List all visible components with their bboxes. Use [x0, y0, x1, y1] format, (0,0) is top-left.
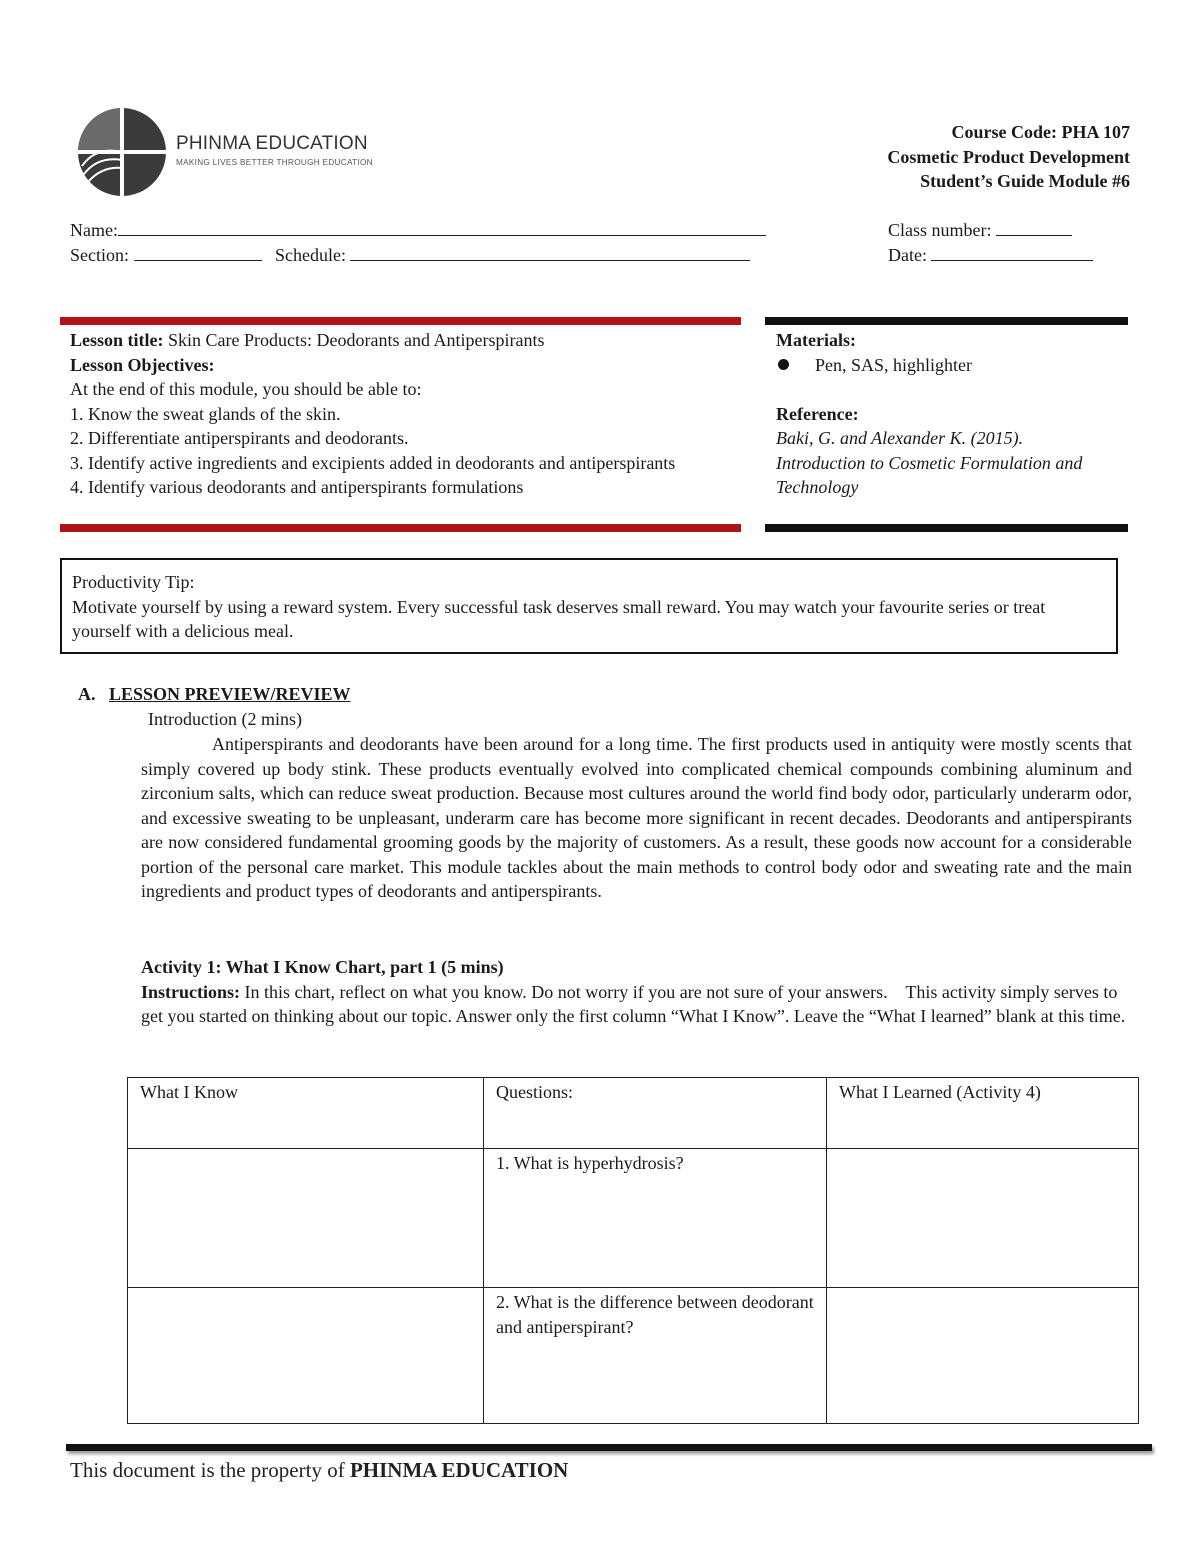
what-i-learned-cell[interactable]	[827, 1288, 1139, 1424]
date-field[interactable]	[931, 244, 1093, 261]
question-cell: 1. What is hyperhydrosis?	[484, 1149, 827, 1288]
activity-title: Activity 1: What I Know Chart, part 1 (5 mins)	[141, 957, 504, 977]
date-row	[888, 243, 1093, 268]
chart-header-row	[128, 1078, 1139, 1149]
tip-title: Productivity Tip:	[72, 572, 195, 592]
chart-row	[128, 1149, 1139, 1288]
materials-block	[776, 328, 1121, 500]
objective-item: 1. Know the sweat glands of the skin.	[70, 403, 341, 424]
tip-text: Motivate yourself by using a reward system. Every successful task deserves small reward. You may watch your favourite series or treat yourself with a delicious meal.	[72, 596, 1046, 641]
course-code: Course Code: PHA 107	[951, 122, 1130, 142]
what-i-know-cell[interactable]	[128, 1288, 484, 1424]
date-label: Date:	[888, 245, 927, 265]
activity-block	[141, 955, 1131, 1029]
introduction-label: Introduction (2 mins)	[148, 709, 302, 729]
materials-item: Pen, SAS, highlighter	[776, 353, 1121, 378]
lesson-top-bar	[60, 317, 741, 325]
what-i-know-cell[interactable]	[128, 1149, 484, 1288]
chart-header: What I Learned (Activity 4)	[827, 1078, 1139, 1149]
objective-item: 2. Differentiate antiperspirants and deodorants.	[70, 428, 409, 448]
class-number-label: Class number:	[888, 220, 992, 240]
class-number-row	[888, 218, 1072, 243]
objectives-heading: Lesson Objectives:	[70, 354, 215, 375]
lesson-title: Lesson title: Skin Care Products: Deodorants and Antiperspirants	[70, 330, 545, 350]
name-row	[70, 218, 766, 243]
chart-row	[128, 1288, 1139, 1424]
what-i-learned-cell[interactable]	[827, 1149, 1139, 1288]
name-label: Name:	[70, 220, 118, 240]
class-number-field[interactable]	[996, 219, 1072, 236]
bullet-icon	[778, 359, 789, 370]
lesson-bottom-bar	[60, 524, 741, 532]
course-info	[887, 120, 1130, 194]
question-cell: 2. What is the difference between deodorant and antiperspirant?	[484, 1288, 827, 1424]
productivity-tip-box	[60, 558, 1118, 654]
schedule-label: Schedule:	[275, 245, 346, 265]
materials-heading: Materials:	[776, 330, 856, 350]
materials-bottom-bar	[765, 524, 1128, 532]
activity-instructions: Instructions: In this chart, reflect on what you know. Do not worry if you are not sure of your answers. This activity simply serves to get you started on thinking about our topic. Answer only the first column “What I Know”. Leave the “What I learned” blank at this time.	[141, 981, 1126, 1026]
module-title: Student’s Guide Module #6	[920, 171, 1130, 191]
objectives-intro: At the end of this module, you should be able to:	[70, 379, 422, 399]
reference-text: Baki, G. and Alexander K. (2015). Introduction to Cosmetic Formulation and Technology	[776, 428, 1083, 497]
section-a-heading: A. LESSON PREVIEW/REVIEW	[78, 684, 351, 704]
lesson-block	[70, 328, 730, 500]
name-field[interactable]	[118, 219, 766, 236]
reference-heading: Reference:	[776, 403, 859, 424]
logo-wordmark: PHINMA EDUCATION	[176, 133, 368, 154]
footer-text: This document is the property of PHINMA EDUCATION	[70, 1458, 569, 1482]
materials-top-bar	[765, 317, 1128, 325]
course-title: Cosmetic Product Development	[887, 146, 1130, 167]
what-i-know-chart	[127, 1077, 1139, 1424]
section-row	[70, 243, 750, 268]
objective-item: 3. Identify active ingredients and excipients added in deodorants and antiperspirants	[70, 452, 676, 473]
chart-header: What I Know	[128, 1078, 484, 1149]
chart-header: Questions:	[484, 1078, 827, 1149]
section-label: Section:	[70, 245, 129, 265]
introduction-paragraph: Antiperspirants and deodorants have been around for a long time. The first products used in antiquity were mostly scents that simply covered up body stink. These products eventually evolved into complicated chemical compounds combining aluminum and zirconium salts, which can reduce sweat production. Because most cultures around the world find body odor, particularly underarm odor, and excessive sweating to be unpleasant, underarm care has become more significant in recent decades. Deodorants and antiperspirants are now considered fundamental grooming goods by the majority of customers. As a result, these goods now account for a considerable portion of the personal care market. This module tackles about the main methods to control body odor and sweating rate and the main ingredients and product types of deodorants and antiperspirants.	[141, 734, 1132, 901]
section-field[interactable]	[134, 244, 262, 261]
logo-tagline: MAKING LIVES BETTER THROUGH EDUCATION	[176, 158, 373, 167]
objective-item: 4. Identify various deodorants and antiperspirants formulations	[70, 477, 524, 497]
schedule-field[interactable]	[350, 244, 750, 261]
footer-bar	[66, 1444, 1152, 1451]
